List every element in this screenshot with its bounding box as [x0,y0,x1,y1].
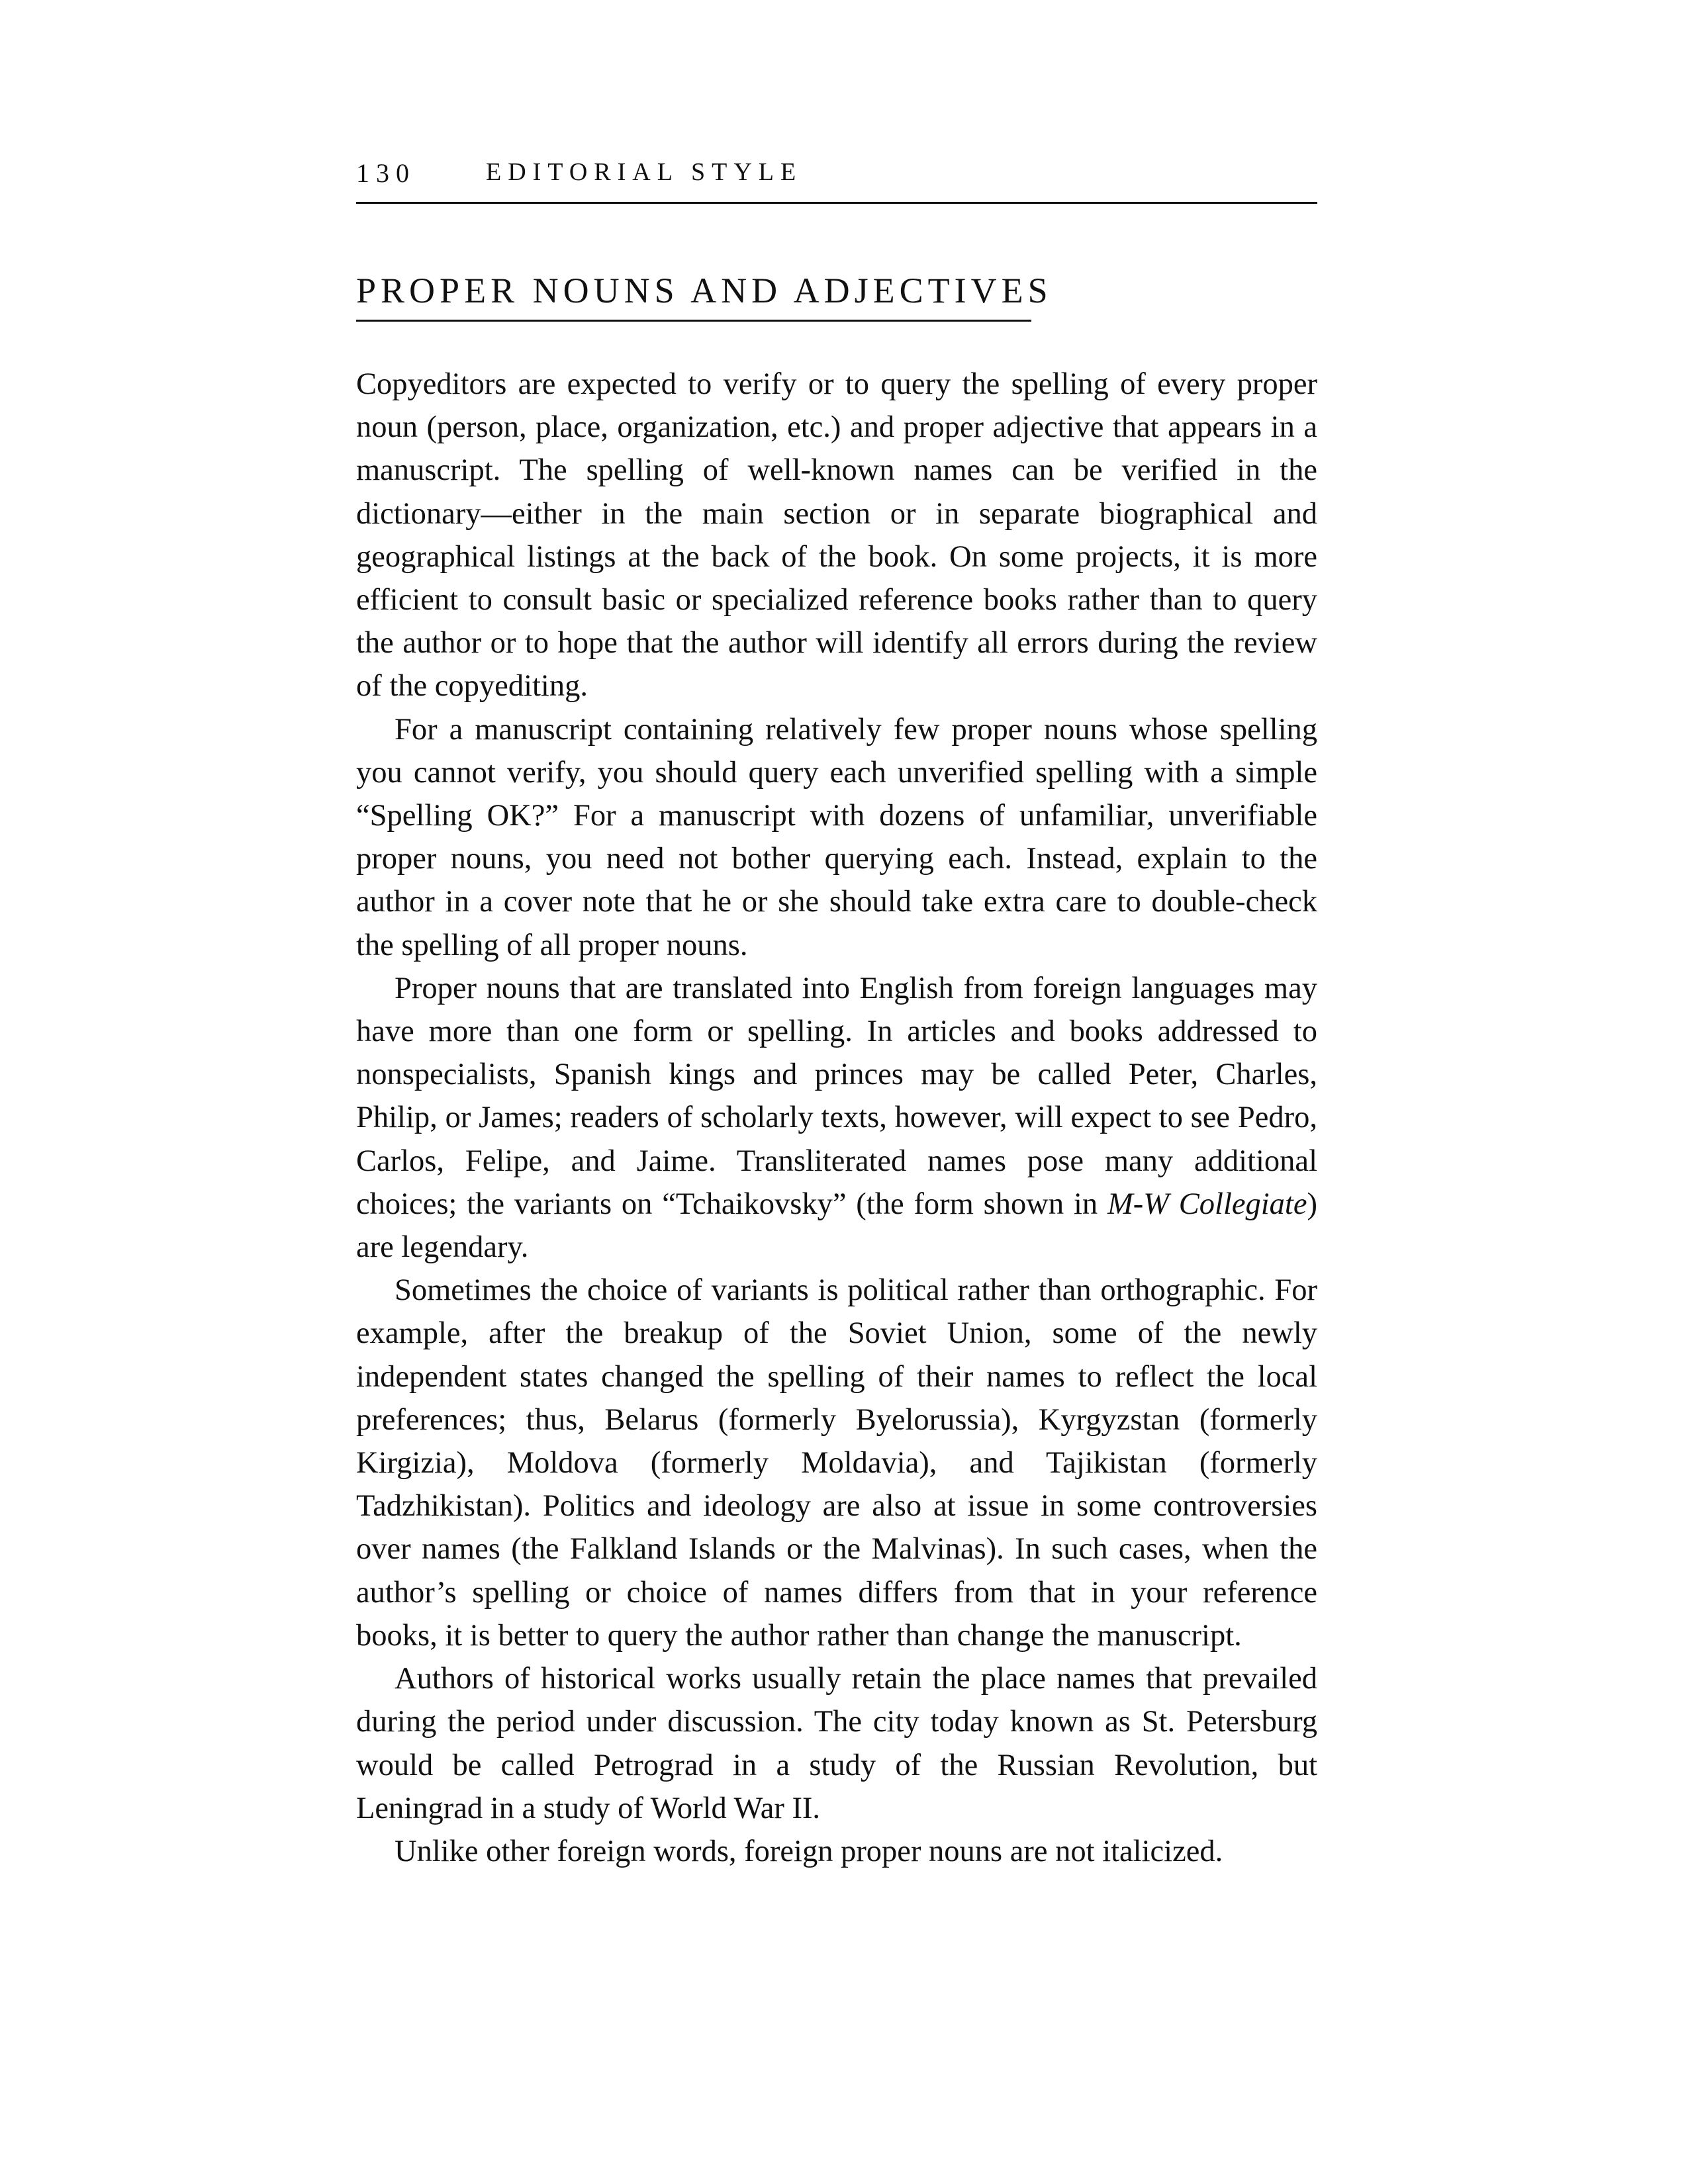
page-number: 130 [356,158,416,188]
paragraph-2: For a manuscript containing relatively few proper nouns whose spelling you cannot verify, you should query each unverified spelling with a simple “Spelling OK?” For a manuscript with dozens of unfamiliar, unverifiable proper nouns, you need not bother querying each. Instead, explain to the author in a cover note that he or she should take extra care to double-check the spelling of all proper nouns. [356,712,1317,962]
header-rule [356,202,1317,204]
body-text [356,363,1317,1873]
italic-title: M-W Collegiate [1107,1187,1307,1221]
paragraph-1: Copyeditors are expected to verify or to query the spelling of every proper noun (person, place, organization, etc.) and proper adjective that appears in a manuscript. The spelling of well-known names can be verified in the dictionary—either in the main section or in separate biographical and geographical listings at the back of the book. On some projects, it is more efficient to consult basic or specialized reference books rather than to query the author or to hope that the author will identify all errors during the review of the copyediting. [356,367,1317,704]
paragraph-5: Authors of historical works usually retain the place names that prevailed during the period under discussion. The city today known as St. Petersburg would be called Petrograd in a study of the Russian Revolution, but Leningrad in a study of World War II. [356,1662,1317,1825]
section-title-underline [356,320,1031,322]
running-head [356,158,1316,204]
paragraph-3 [356,967,1317,1269]
running-title: EDITORIAL STYLE [486,158,803,186]
paragraph-3-text-before: Proper nouns that are translated into English from foreign languages may have more than one form or spelling. In articles and books addressed to nonspecialists, Spanish kings and princes may be called Peter, Charles, Philip, or James; readers of scholarly texts, however, will expect to see Pedro, Carlos, Felipe, and Jaime. Transliterated names pose many additional choices; the variants on “Tchaikovsky” (the form shown in [356,971,1317,1221]
paragraph-6: Unlike other foreign words, foreign proper nouns are not italicized. [395,1834,1223,1868]
section-title: PROPER NOUNS AND ADJECTIVES [356,271,1053,310]
paragraph-4: Sometimes the choice of variants is political rather than orthographic. For example, after the breakup of the Soviet Union, some of the newly independent states changed the spelling of their names to reflect the local preferences; thus, Belarus (formerly Byelorussia), Kyrgyzstan (formerly Kirgizia), Moldova (formerly Moldavia), and Tajikistan (formerly Tadzhikistan). Politics and ideology are also at issue in some controversies over names (the Falkland Islands or the Malvinas). In such cases, when the author’s spelling or choice of names differs from that in your reference books, it is better to query the author rather than change the manuscript. [356,1273,1317,1653]
paragraph-3-text-after: ) are legendary. [356,1187,1317,1265]
